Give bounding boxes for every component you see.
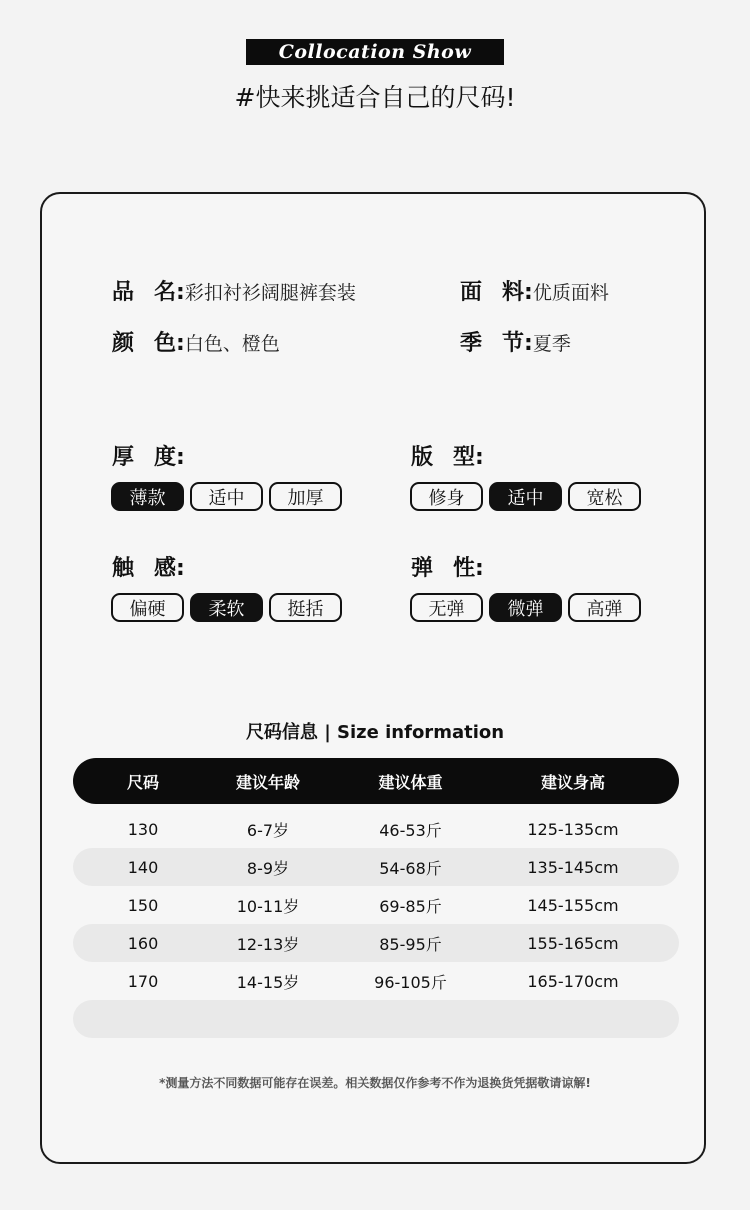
fit-option[interactable]: 宽松 <box>568 482 641 511</box>
table-row <box>73 886 679 924</box>
table-cell: 130 <box>127 819 159 839</box>
header-cell: 尺码 <box>126 772 159 792</box>
attr-key-part: 触 <box>112 556 135 581</box>
table-cell: 8-9岁 <box>246 858 290 878</box>
attr-key-part: 度: <box>154 445 185 470</box>
table-cell: 160 <box>127 933 159 953</box>
info-key-part: 面 <box>460 280 483 305</box>
thickness-option[interactable]: 加厚 <box>269 482 342 511</box>
attr-key-part: 性: <box>453 556 484 581</box>
page-subtitle: #快来挑适合自己的尺码! <box>234 83 516 112</box>
touch-option[interactable]: 挺括 <box>269 593 342 622</box>
table-cell: 135-145cm <box>527 857 619 877</box>
empty-shaded-row <box>73 1000 679 1038</box>
fit-label <box>411 440 484 471</box>
table-cell: 165-170cm <box>527 971 619 991</box>
info-key-part: 品 <box>112 280 135 305</box>
attr-key-part: 感: <box>154 556 185 581</box>
stretch-options <box>410 593 641 622</box>
table-cell: 6-7岁 <box>246 820 290 840</box>
info-fabric <box>460 275 609 306</box>
info-season <box>460 326 571 357</box>
header-cell: 建议年龄 <box>235 772 300 792</box>
table-cell: 69-85斤 <box>379 896 442 916</box>
table-cell: 170 <box>127 971 159 991</box>
attr-key-part: 版 <box>411 445 434 470</box>
thickness-label <box>112 440 185 471</box>
stretch-label <box>411 551 484 582</box>
table-row <box>73 924 679 962</box>
touch-option[interactable]: 偏硬 <box>111 593 184 622</box>
table-cell: 46-53斤 <box>379 820 442 840</box>
table-row <box>73 962 679 1000</box>
touch-option[interactable]: 柔软 <box>190 593 263 622</box>
header-cell: 建议体重 <box>378 772 443 792</box>
table-cell: 12-13岁 <box>236 934 300 954</box>
thickness-option[interactable]: 薄款 <box>111 482 184 511</box>
table-cell: 125-135cm <box>527 819 619 839</box>
measurement-disclaimer: *测量方法不同数据可能存在误差。相关数据仅作参考不作为退换货凭据敬请谅解! <box>159 1076 591 1090</box>
size-table-header <box>73 758 679 804</box>
info-key-part: 颜 <box>112 331 135 356</box>
fit-options <box>410 482 641 511</box>
touch-options <box>111 593 342 622</box>
attr-key-part: 型: <box>453 445 484 470</box>
thickness-option[interactable]: 适中 <box>190 482 263 511</box>
info-value: 彩扣衬衫阔腿裤套装 <box>184 282 356 304</box>
stretch-option[interactable]: 无弹 <box>410 593 483 622</box>
thickness-options <box>111 482 342 511</box>
size-info-title: 尺码信息 | Size information <box>245 722 505 743</box>
info-key-part: 名: <box>154 280 185 305</box>
table-cell: 140 <box>127 857 159 877</box>
info-key-part: 色: <box>154 331 185 356</box>
attr-key-part: 弹 <box>411 556 434 581</box>
attr-key-part: 厚 <box>112 445 135 470</box>
touch-label <box>112 551 185 582</box>
table-row <box>73 848 679 886</box>
table-cell: 14-15岁 <box>236 972 300 992</box>
table-cell: 10-11岁 <box>236 896 300 916</box>
info-key-part: 节: <box>502 331 533 356</box>
info-value: 优质面料 <box>532 282 609 304</box>
info-key-part: 季 <box>460 331 483 356</box>
info-product-name <box>112 275 356 306</box>
table-cell: 150 <box>127 895 159 915</box>
stretch-option[interactable]: 微弹 <box>489 593 562 622</box>
table-cell: 96-105斤 <box>374 972 447 992</box>
table-cell: 54-68斤 <box>379 858 442 878</box>
stretch-option[interactable]: 高弹 <box>568 593 641 622</box>
table-row <box>73 810 679 848</box>
fit-option[interactable]: 适中 <box>489 482 562 511</box>
table-cell: 145-155cm <box>527 895 619 915</box>
fit-option[interactable]: 修身 <box>410 482 483 511</box>
table-cell: 155-165cm <box>527 933 619 953</box>
header-cell: 建议身高 <box>540 772 605 792</box>
collocation-show-banner: Collocation Show <box>246 39 504 65</box>
info-color <box>112 326 280 357</box>
table-cell: 85-95斤 <box>379 934 442 954</box>
info-value: 白色、橙色 <box>184 333 280 355</box>
info-key-part: 料: <box>502 280 533 305</box>
info-value: 夏季 <box>532 333 571 355</box>
